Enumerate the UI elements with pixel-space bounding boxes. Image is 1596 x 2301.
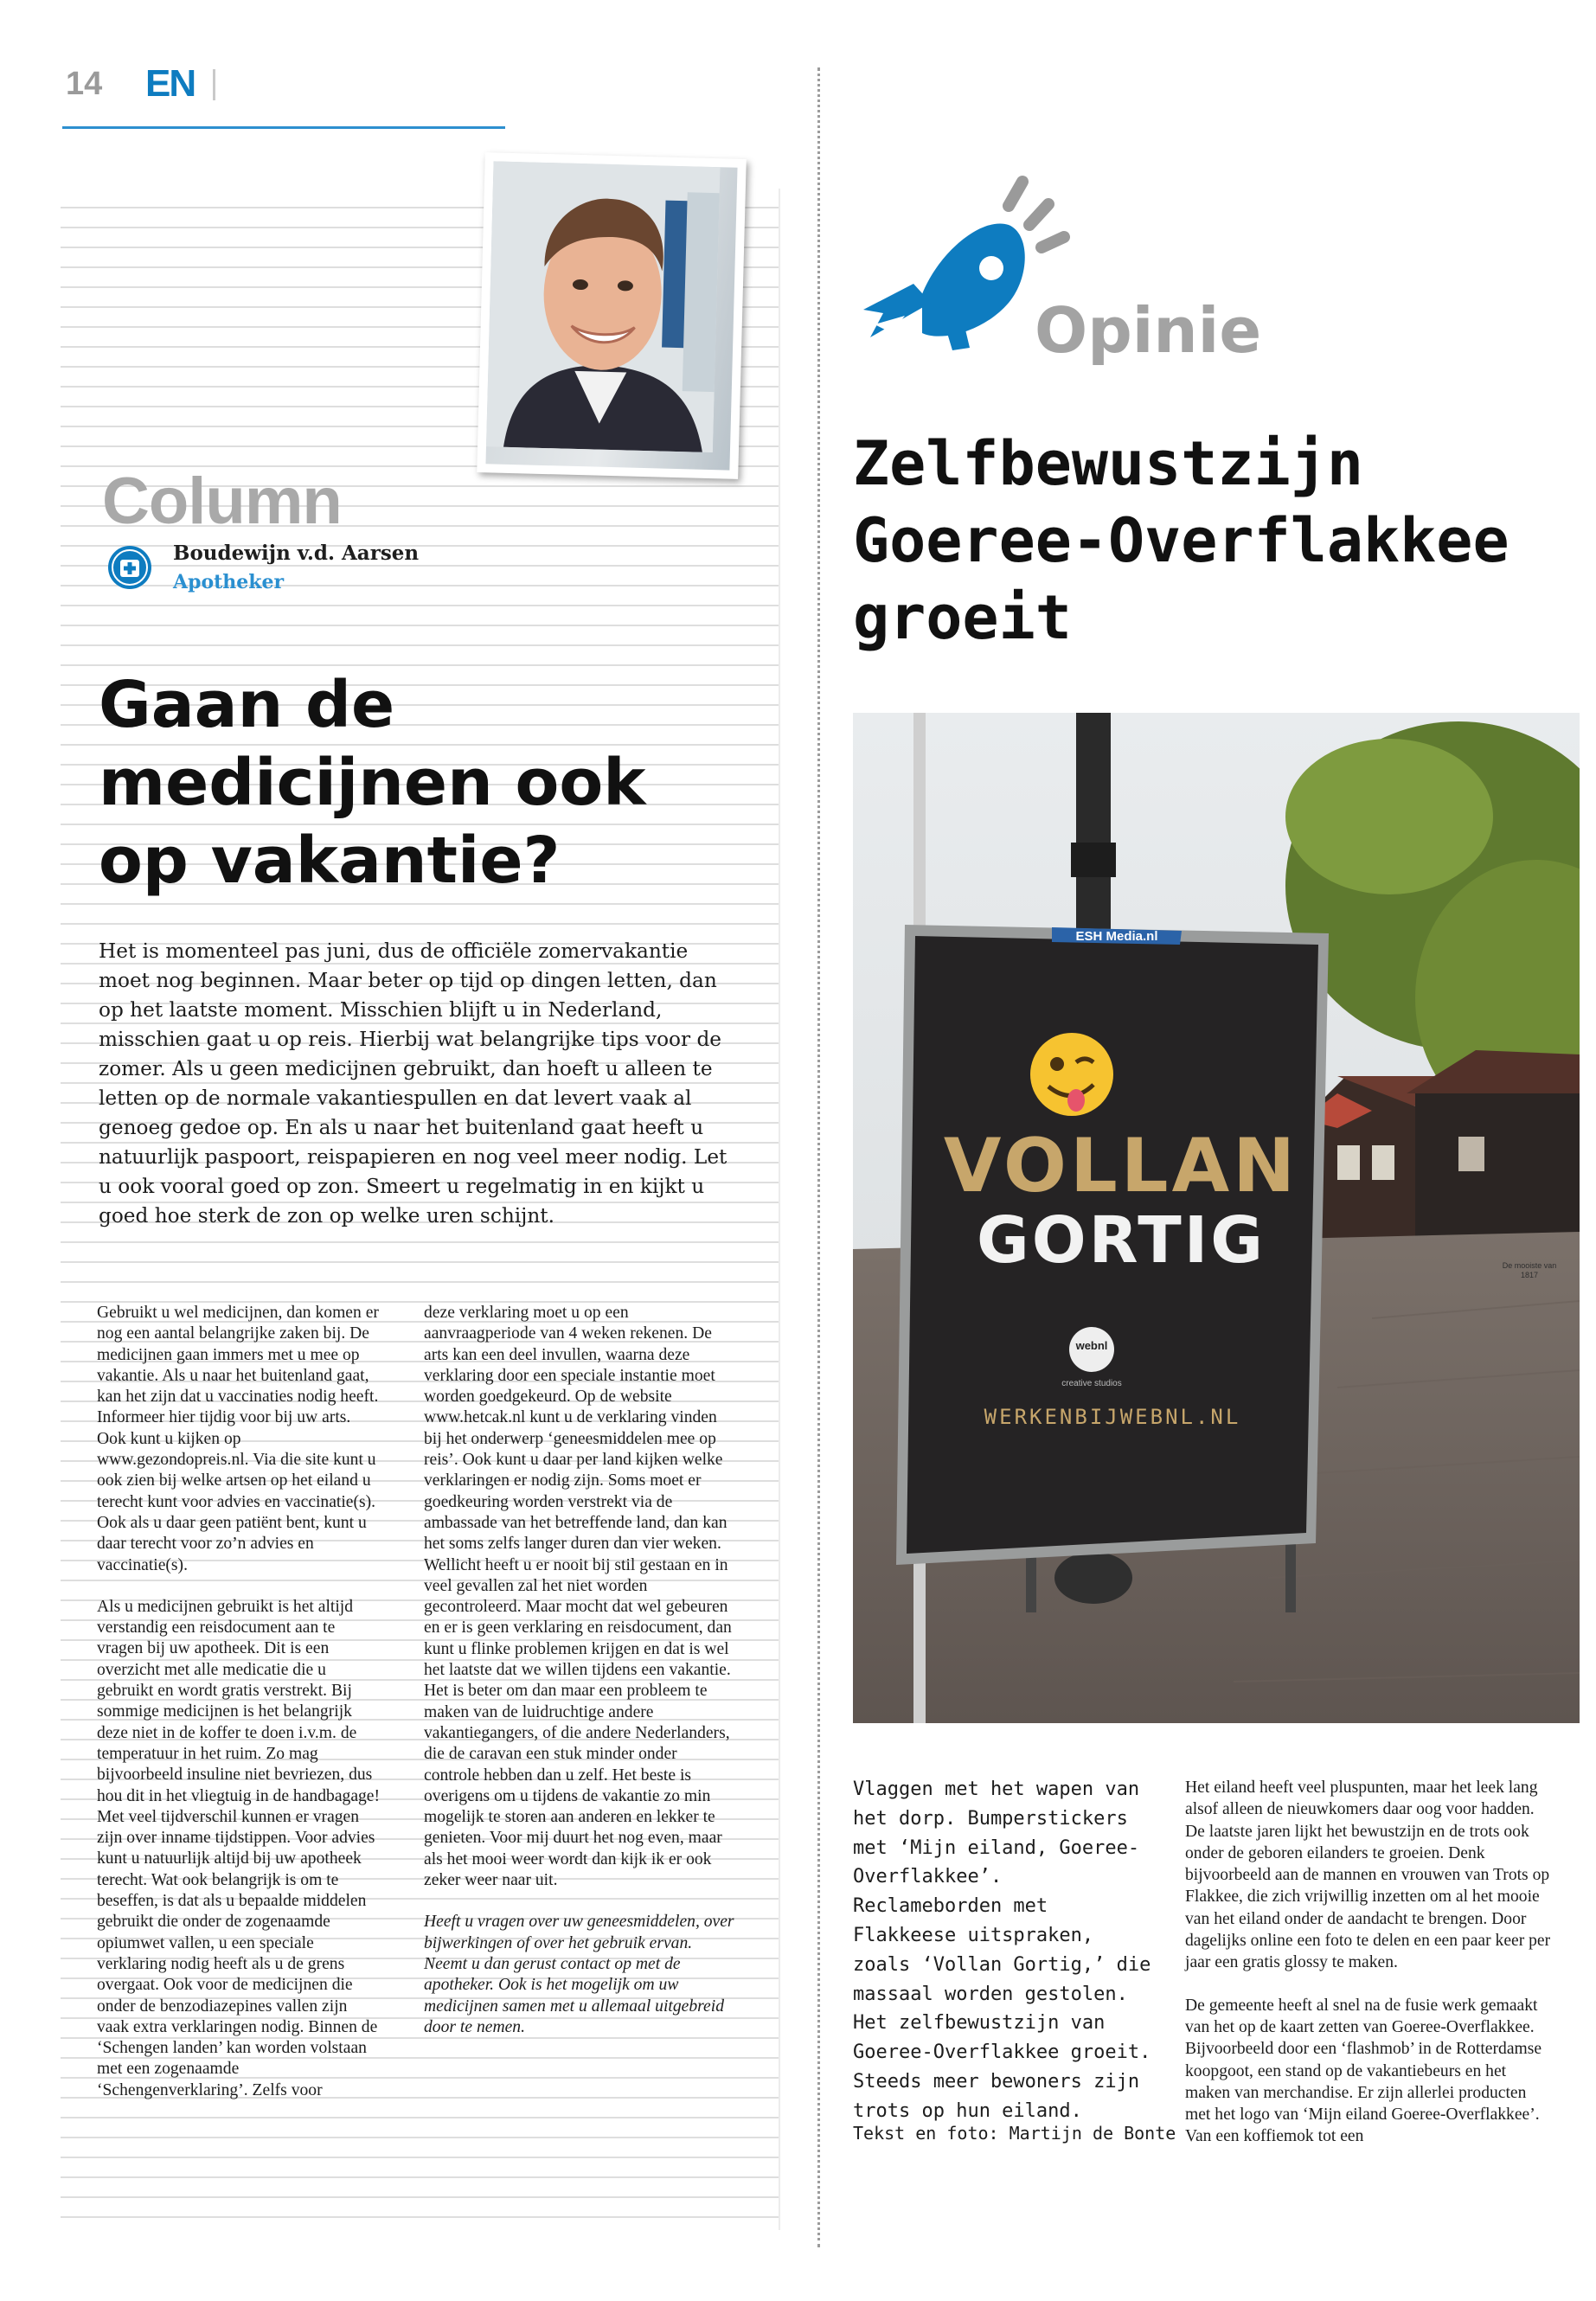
author-role: Apotheker	[173, 571, 285, 593]
opinion-body	[1185, 1777, 1553, 2169]
body-paragraph: Gebruikt u wel medicijnen, dan komen er nog een aantal belangrijke zaken bij. De medicijnen gaan immers met u mee op vakantie. Als u naar het buitenland gaat, kan het zijn dat u vaccinaties nodig heeft. Informeer hier tijdig voor bij uw arts. Ook kunt u kijken op www.gezondopreis.nl. Via die site kunt u ook zien bij welke artsen op het eiland u terecht kunt voor advies en vaccinatie(s). Ook als u daar geen patiënt bent, kunt u daar terecht voor zo’n advies en vaccinatie(s).	[97, 1304, 379, 1574]
small-sign-text: De mooiste van 1817	[1502, 1261, 1557, 1279]
header-rule	[62, 126, 505, 129]
body-paragraph: deze verklaring moet u op een aanvraagperiode van 4 weken rekenen. De arts kan een deel invullen, waarna deze verklaring door een speciale instantie moet worden goedgekeurd. Op de website www.hetcak.nl kunt u de verklaring vinden bij het onderwerp ‘geneesmiddelen mee op reis’. Ook kunt u daar per land kijken welke verklaringen er nodig zijn. Soms moet er goedkeuring worden verstrekt via de ambassade van het betreffende land, dan kan het soms zelfs langer duren dan vier weken. Wellicht heeft u er nooit bij stil gestaan en in veel gevallen zal het niet worden gecontroleerd. Maar mocht dat wel gebeuren en er is geen verklaring en reisdocument, dan kunt u flinke problemen krijgen en dat is wel het laatste dat we willen tijdens een vakantie. Het is beter om dan maar een probleem te maken van de luidruchtige andere vakantiegangers, of die andere Nederlanders, die de caravan een stuk minder onder controle hebben dan u zelf. Het beste is overigens om u tijdens de vakantie zo min mogelijk te storen aan anderen en lekker te genieten. Voor mij duurt het nog even, maar als het mooi weer wordt dan kijk ik er ook zeker weer naar uit.	[424, 1304, 732, 1890]
column-headline: Gaan de medicijnen ook op vakantie?	[99, 668, 646, 898]
billboard-logo-subtext: creative studios	[1061, 1379, 1122, 1388]
brand-logo: EN	[145, 62, 195, 105]
author-photo	[477, 152, 747, 479]
header-separator	[213, 69, 215, 100]
section-label-opinie: Opinie	[1035, 294, 1262, 367]
pharmacy-icon	[107, 545, 152, 590]
body-paragraph: Als u medicijnen gebruikt is het altijd verstandig een reisdocument aan te vragen bij uw apotheek. Dit is een overzicht met alle medicatie die u gebruikt en wordt gratis verstrekt. Bij sommige medicijnen is het belangrijk deze niet in de koffer te doen i.v.m. de temperatuur in het ruim. Zo mag bijvoorbeeld insuline niet bevriezen, dus hou dit in het vliegtuig in de handbagage! Met veel tijdverschil kunnen er vragen zijn over inname tijdstippen. Voor advies kunt u natuurlijk altijd bij uw apotheek terecht. Wat ook belangrijk is om te beseffen, is dat als u bepaalde middelen gebruikt die onder de zogenaamde opiumwet vallen, u een speciale verklaring nodig heeft als u de grens overgaat. Ook voor de medicijnen die onder de benzodiazepines vallen zijn vaak extra verklaringen nodig. Binnen de ‘Schengen landen’ kan worden volstaan met een zogenaamde ‘Schengenverklaring’. Zelfs voor	[97, 1597, 381, 2099]
column-divider	[817, 67, 820, 2247]
section-label-column: Column	[102, 465, 342, 538]
author-name: Boudewijn v.d. Aarsen	[173, 542, 420, 565]
billboard-slogan-line1: VOLLAN	[943, 1123, 1299, 1209]
opinion-lead: Vlaggen met het wapen van het dorp. Bumperstickers met ‘Mijn eiland, Goeree-Overflakkee’. Reclameborden met Flakkeese uitspraken, zoals ‘Vollan Gortig,’ die massaal worden gestolen. Het zelfbewustzijn van Goeree-Overflakkee groeit. Steeds meer bewoners zijn trots op hun eiland.	[853, 1779, 1151, 2122]
column-body-right	[424, 1303, 735, 2059]
body-paragraph: Het eiland heeft veel pluspunten, maar het leek lang alsof alleen de nieuwkomers daar oog voor hadden. De laatste jaren lijkt het bewustzijn en de trots ook onder de geboren eilanders te groeien. Denk bijvoorbeeld aan de mannen en vrouwen van Trots op Flakkee, die zich vrijwillig inzetten om al het mooie van het eiland onder de aandacht te brengen. Door dagelijks online een foto te delen en een paar keer per jaar een gratis glossy te maken.	[1185, 1779, 1551, 1972]
body-paragraph: De gemeente heeft al snel na de fusie werk gemaakt van het op de kaart zetten van Goeree-Overflakkee. Bijvoorbeeld door een ‘flashmob’ in de Rotterdamse koopgoot, een stand op de vakantiebeurs en het maken van merchandise. Er zijn allerlei producten met het logo van ‘Mijn eiland Goeree-Overflakkee’. Van een koffiemok tot een	[1185, 1996, 1542, 2146]
billboard-brand-tag: ESH Media.nl	[1075, 929, 1158, 944]
page-number: 14	[66, 66, 103, 102]
billboard-slogan-line2: GORTIG	[976, 1203, 1266, 1278]
column-body-left	[97, 1303, 382, 2122]
opinion-headline: Zelfbewustzijn Goeree-Overflakkee groeit	[853, 428, 1509, 653]
author-portrait-icon	[486, 161, 721, 452]
billboard-website: WERKENBIJWEBNL.NL	[984, 1405, 1241, 1429]
billboard-photo	[853, 713, 1580, 1723]
photo-credit: Tekst en foto: Martijn de Bonte	[853, 2123, 1176, 2144]
billboard-logo: webnl	[1075, 1339, 1108, 1352]
column-intro: Het is momenteel pas juni, dus de officiële zomervakantie moet nog beginnen. Maar beter op tijd op dingen letten, dan op het laatste moment. Misschien blijft u in Nederland, misschien gaat u op reis. Hierbij wat belangrijke tips voor de zomer. Als u geen medicijnen gebruikt, dan hoeft u alleen te letten op de normale vakantiespullen en dat levert vaak al genoeg gedoe op. En als u naar het buitenland gaat heeft u natuurlijk paspoort, reispapieren en nog veel meer nodig. Let u ook vooral goed op zon. Smeert u regelmatig in en kijkt u goed hoe sterk de zon op welke uren schijnt.	[99, 939, 727, 1227]
closing-note: Heeft u vragen over uw geneesmiddelen, over bijwerkingen of over het gebruik ervan. Neemt u dan gerust contact op met de apotheker. Ook is het mogelijk om uw medicijnen samen met u allemaal uitgebreid door te nemen.	[424, 1913, 734, 2036]
